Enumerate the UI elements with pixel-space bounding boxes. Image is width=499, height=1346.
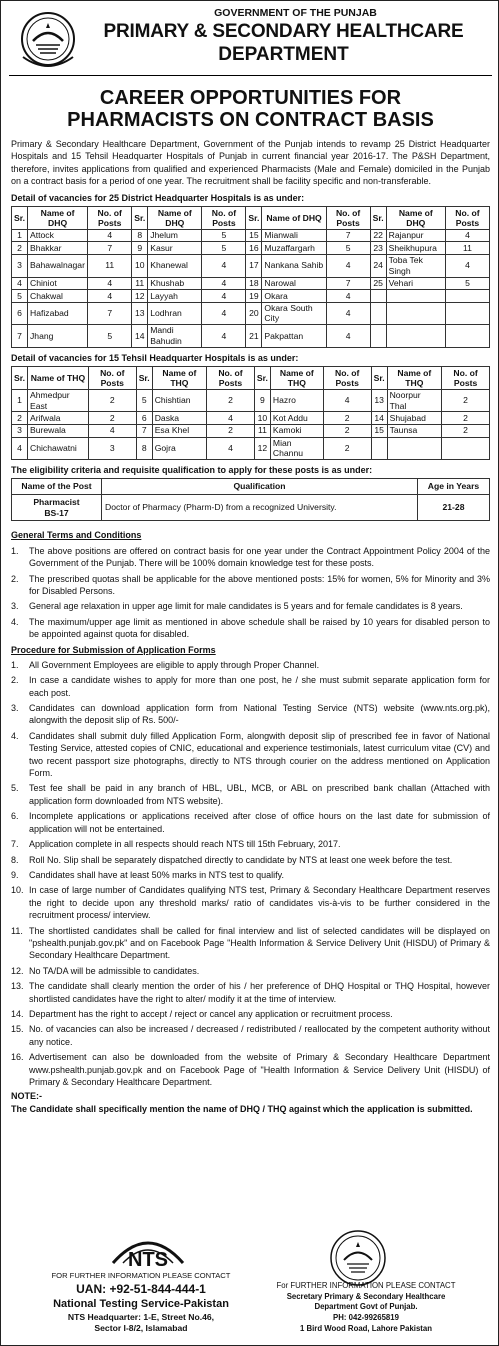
posts-cell: 4 [202,277,246,290]
dhq-vacancy-table [11,206,490,348]
sr-cell: 5 [136,389,152,411]
posts-cell: 4 [202,325,246,347]
procedure-list [11,659,490,1089]
sr-cell: 3 [12,424,28,437]
sr-cell: 23 [370,242,386,255]
list-item [11,854,490,866]
name-cell: Sheikhupura [386,242,445,255]
name-cell: Layyah [148,290,202,303]
item-number: 5. [11,783,19,794]
name-cell [386,302,445,324]
eligibility-heading: The eligibility criteria and requisite qualification to apply for these posts is as under: [11,465,373,476]
sr-cell: 25 [370,277,386,290]
title-line2: PHARMACISTS ON CONTRACT BASIS [67,109,434,131]
name-cell: Vehari [386,277,445,290]
posts-cell: 4 [88,277,132,290]
item-number: 2. [11,573,19,584]
sr-cell: 14 [371,412,387,425]
eligibility-row [12,495,490,521]
col-sr: Sr. [254,366,270,389]
note-label: NOTE:- [11,1091,42,1102]
sr-cell: 7 [12,325,28,347]
department-name-line1: PRIMARY & SECONDARY HEALTHCARE [103,21,464,42]
posts-cell: 2 [207,389,255,411]
posts-cell: 4 [326,325,370,347]
item-number: 10. [11,885,24,896]
posts-cell: 2 [323,437,371,459]
item-text: General age relaxation in upper age limit for male candidates is 5 years and for female candidates is 8 years. [29,601,463,612]
list-item [11,782,490,807]
punjab-seal-icon [329,1229,387,1287]
item-number: 1. [11,659,19,670]
list-item [11,965,490,977]
posts-cell: 5 [88,325,132,347]
col-sr: Sr. [12,206,28,229]
sr-cell: 8 [136,437,152,459]
name-cell [386,325,445,347]
procedure-heading: Procedure for Submission of Application Forms [11,644,216,655]
name-cell: Nankana Sahib [262,255,326,277]
col-posts: No. of Posts [323,366,371,389]
item-text: In case a candidate wishes to apply for more than one post, he / she must submit separate application form for each post. [29,675,490,698]
col-sr: Sr. [370,206,386,229]
posts-cell: 7 [88,242,132,255]
sr-cell: 1 [12,389,28,411]
eligibility-table [11,478,490,521]
nts-address-line2: Sector I-8/2, Islamabad [94,1322,188,1333]
name-cell: Noorpur Thal [387,389,442,411]
name-cell: Bhakkar [28,242,88,255]
posts-cell: 2 [323,412,371,425]
posts-cell: 2 [88,412,136,425]
posts-cell: 3 [88,437,136,459]
item-text: The shortlisted candidates shall be called for final interview and list of selected candidates will be displayed on "pshealth.punjab.gov.pk" and on Facebook Page "Health Information & Service Delivery Unit (HISDU) of Primary & Secondary Healthcare Department. [29,925,490,961]
eligibility-header-row [12,479,490,495]
posts-cell: 4 [207,412,255,425]
col-posts: No. of Posts [442,366,490,389]
col-sr: Sr. [12,366,28,389]
table-row [12,389,490,411]
list-item [11,1008,490,1020]
post-scale: BS-17 [44,507,69,518]
col-name: Name of THQ [152,366,206,389]
sr-cell: 20 [246,302,262,324]
posts-cell: 7 [88,302,132,324]
name-cell: Bahawalnagar [28,255,88,277]
dhq-heading: Detail of vacancies for 25 District Headquarter Hospitals is as under: [11,192,305,203]
general-terms-heading: General Terms and Conditions [11,530,142,541]
thq-header-row [12,366,490,389]
item-number: 12. [11,965,24,976]
sr-cell: 19 [246,290,262,303]
sr-cell [370,302,386,324]
name-cell: Chishtian [152,389,206,411]
sr-cell: 2 [12,242,28,255]
sr-cell: 12 [132,290,148,303]
item-text: The maximum/upper age limit as mentioned in above schedule shall be raised by 10 years for disabled person to be appointed against quota for disabled. [29,616,490,640]
name-cell: Chakwal [28,290,88,303]
name-cell: Kot Addu [270,412,323,425]
col-posts: No. of Posts [88,366,136,389]
item-number: 9. [11,869,19,880]
item-text: Incomplete applications or applications received after close of office hours on the last date for submission of application will not be entertained. [29,811,490,834]
posts-cell: 7 [326,229,370,242]
list-item [11,600,490,612]
general-terms-list [11,545,490,641]
posts-cell: 4 [326,290,370,303]
age-cell: 21-28 [418,495,490,521]
sr-cell: 10 [254,412,270,425]
thq-heading: Detail of vacancies for 15 Tehsil Headquarter Hospitals is as under: [11,352,299,363]
item-number: 3. [11,703,19,714]
col-sr: Sr. [136,366,152,389]
posts-cell [445,302,489,324]
name-cell: Chichawatni [28,437,89,459]
name-cell: Shujabad [387,412,442,425]
nts-address-line1: NTS Headquarter: 1-E, Street No.46, [67,1312,215,1323]
sr-cell: 18 [246,277,262,290]
col-name: Name of THQ [270,366,323,389]
col-posts: No. of Posts [88,206,132,229]
name-cell: Pakpattan [262,325,326,347]
posts-cell: 4 [202,255,246,277]
sr-cell: 4 [12,437,28,459]
item-text: No TA/DA will be admissible to candidates. [29,965,200,976]
table-row [12,255,490,277]
col-sr: Sr. [132,206,148,229]
item-text: Test fee shall be paid in any branch of HBL, UBL, MCB, or ABL on prescribed bank challan (Attached with application form downloaded from NTS website). [29,783,490,806]
col-name: Name of DHQ [386,206,445,229]
item-number: 4. [11,730,19,741]
table-row [12,424,490,437]
table-row [12,437,490,459]
sr-cell: 21 [246,325,262,347]
item-number: 8. [11,854,19,865]
post-cell [12,495,102,521]
name-cell: Gojra [152,437,206,459]
col-name: Name of DHQ [148,206,202,229]
sr-cell: 6 [136,412,152,425]
list-item [11,1023,490,1048]
name-cell: Kasur [148,242,202,255]
col-name: Name of DHQ [28,206,88,229]
dept-contact-dept: Department Govt of Punjab. [314,1302,418,1312]
posts-cell [445,325,489,347]
item-text: Roll No. Slip shall be separately dispatched directly to candidate by NTS at least one week before the test. [29,854,453,865]
name-cell: Arifwala [28,412,89,425]
name-cell: Okara [262,290,326,303]
sr-cell: 11 [254,424,270,437]
sr-cell: 9 [132,242,148,255]
sr-cell [370,325,386,347]
nts-logo-text: NTS [128,1249,168,1269]
sr-cell: 10 [132,255,148,277]
item-number: 1. [11,545,19,556]
posts-cell: 4 [326,255,370,277]
item-number: 7. [11,839,19,850]
item-number: 16. [11,1052,24,1063]
name-cell: Taunsa [387,424,442,437]
item-number: 15. [11,1024,24,1035]
government-label: GOVERNMENT OF THE PUNJAB [214,7,377,19]
sr-cell: 13 [132,302,148,324]
sr-cell: 17 [246,255,262,277]
header [11,7,490,85]
item-text: No. of vacancies can also be increased / decreased / redistributed / reallocated by the competent authority without any notice. [29,1024,490,1047]
list-item [11,925,490,962]
posts-cell: 4 [445,255,489,277]
item-text: All Government Employees are eligible to apply through Proper Channel. [29,659,320,670]
col-post-name: Name of the Post [12,479,102,495]
posts-cell: 4 [326,302,370,324]
sr-cell: 4 [12,277,28,290]
table-row [12,277,490,290]
posts-cell: 2 [207,424,255,437]
col-sr: Sr. [246,206,262,229]
department-name-line2: DEPARTMENT [218,44,349,65]
item-number: 3. [11,601,19,612]
sr-cell: 15 [246,229,262,242]
sr-cell [371,437,387,459]
list-item [11,616,490,641]
sr-cell: 3 [12,255,28,277]
name-cell: Jhelum [148,229,202,242]
sr-cell: 13 [371,389,387,411]
footer [11,1229,490,1341]
table-row [12,325,490,347]
sr-cell: 22 [370,229,386,242]
name-cell: Kamoki [270,424,323,437]
posts-cell: 11 [445,242,489,255]
posts-cell: 4 [207,437,255,459]
item-text: In case of large number of Candidates qualifying NTS test, Primary & Secondary Healthcare Department reserves the right to decide upon any threshold marks/ ratio of candidates vis-à-vis to be further considered in the recruitment process/ interview. [29,885,490,921]
list-item [11,869,490,881]
dept-contact-label: For FURTHER INFORMATION PLEASE CONTACT [276,1281,456,1290]
dept-contact-title: Secretary Primary & Secondary Healthcare [286,1291,446,1301]
name-cell: Mian Channu [270,437,323,459]
item-number: 14. [11,1008,24,1019]
list-item [11,1051,490,1088]
item-text: The candidate shall clearly mention the order of his / her preference of DHQ Hospital or THQ Hospital, however shortlisted candidates have the right to alter/ modify it at the time of interview. [29,981,490,1004]
sr-cell: 2 [12,412,28,425]
col-posts: No. of Posts [326,206,370,229]
posts-cell: 2 [323,424,371,437]
posts-cell: 4 [323,389,371,411]
sr-cell: 11 [132,277,148,290]
punjab-emblem-icon [19,11,77,71]
dhq-table-body [12,229,490,347]
sr-cell: 8 [132,229,148,242]
dept-contact-address: 1 Bird Wood Road, Lahore Pakistan [300,1323,432,1333]
list-item [11,980,490,1005]
item-text: Department has the right to accept / reject or cancel any application or recruitment process. [29,1008,393,1019]
posts-cell: 4 [88,229,132,242]
list-item [11,884,490,921]
posts-cell: 11 [88,255,132,277]
table-row [12,302,490,324]
posts-cell: 2 [88,389,136,411]
posts-cell: 2 [442,424,490,437]
item-text: Advertisement can also be downloaded from the website of Primary & Secondary Healthcare Department www.pshealth.punjab.gov.pk and on Facebook Page of "Health Information & Service Delivery Unit (HISDU) of Primary & Secondary Healthcare Department. [29,1052,490,1088]
col-posts: No. of Posts [445,206,489,229]
posts-cell [442,437,490,459]
name-cell [387,437,442,459]
col-sr: Sr. [371,366,387,389]
name-cell: Mianwali [262,229,326,242]
qualification-cell: Doctor of Pharmacy (Pharm-D) from a recognized University. [102,495,418,521]
department-contact-block [251,1281,481,1335]
list-item [11,838,490,850]
name-cell: Khushab [148,277,202,290]
name-cell: Khanewal [148,255,202,277]
col-age: Age in Years [418,479,490,495]
item-text: Application complete in all respects should reach NTS till 15th February, 2017. [29,839,341,850]
name-cell: Mandi Bahudin [148,325,202,347]
list-item [11,702,490,727]
list-item [11,573,490,598]
name-cell: Daska [152,412,206,425]
nts-contact-label: FOR FURTHER INFORMATION PLEASE CONTACT [51,1271,231,1280]
col-name: Name of THQ [387,366,442,389]
sr-cell: 15 [371,424,387,437]
thq-vacancy-table [11,366,490,460]
page-title [11,87,490,131]
list-item [11,730,490,780]
item-number: 2. [11,675,19,686]
sr-cell: 12 [254,437,270,459]
sr-cell: 16 [246,242,262,255]
list-item [11,810,490,835]
posts-cell: 4 [202,302,246,324]
table-row [12,412,490,425]
posts-cell [445,290,489,303]
title-line1: CAREER OPPORTUNITIES FOR [99,87,402,109]
posts-cell: 4 [202,290,246,303]
name-cell: Hafizabad [28,302,88,324]
note-text: The Candidate shall specifically mention the name of DHQ / THQ against which the application is submitted. [11,1103,473,1114]
nts-logo-icon [93,1229,203,1269]
name-cell: Esa Khel [152,424,206,437]
table-row [12,290,490,303]
name-cell: Narowal [262,277,326,290]
posts-cell: 5 [202,242,246,255]
sr-cell: 5 [12,290,28,303]
list-item [11,674,490,699]
nts-uan: UAN: +92-51-844-444-1 [76,1282,206,1297]
header-divider [9,75,492,76]
posts-cell: 4 [88,424,136,437]
name-cell: Toba Tek Singh [386,255,445,277]
col-name: Name of THQ [28,366,89,389]
sr-cell: 14 [132,325,148,347]
item-text: Candidates shall submit duly filled Application Form, alongwith deposit slip of prescribed fee in favor of National Testing Service, attested copies of CNIC, educational and experience testimonials, latest curriculum vitae (CV) and two recent passport size photographs, directly to NTS through courier on the address mentioned on Application Form. [29,730,490,779]
name-cell: Lodhran [148,302,202,324]
nts-org-name: National Testing Service-Pakistan [53,1298,229,1311]
col-qualification: Qualification [102,479,418,495]
name-cell: Attock [28,229,88,242]
sr-cell: 24 [370,255,386,277]
list-item [11,545,490,570]
col-posts: No. of Posts [207,366,255,389]
posts-cell: 4 [88,290,132,303]
thq-table-body [12,389,490,459]
posts-cell: 7 [326,277,370,290]
name-cell: Okara South City [262,302,326,324]
posts-cell: 2 [442,412,490,425]
posts-cell: 5 [202,229,246,242]
item-text: Candidates shall have at least 50% marks in NTS test to qualify. [29,869,284,880]
sr-cell [370,290,386,303]
col-posts: No. of Posts [202,206,246,229]
dhq-header-row [12,206,490,229]
col-name: Name of DHQ [262,206,326,229]
post-name: Pharmacist [33,497,80,508]
nts-contact-block [31,1271,251,1334]
list-item [11,659,490,671]
name-cell [386,290,445,303]
item-number: 11. [11,925,23,936]
name-cell: Muzaffargarh [262,242,326,255]
name-cell: Ahmedpur East [28,389,89,411]
intro-paragraph: Primary & Secondary Healthcare Department, Government of the Punjab intends to revamp 25 District Headquarter Hospitals and 15 Tehsil Headquarter Hospitals of Punjab in current financial year 2016-17. The P&SH Department, therefore, invites applications from qualified and experienced Pharmacists (Male and Female) domiciled in the Punjab on a contract basis for a period of one year. The recruitment shall be facility specific and non-transferable. [11,139,490,187]
item-number: 13. [11,981,24,992]
item-number: 4. [11,616,19,627]
sr-cell: 6 [12,302,28,324]
name-cell: Burewala [28,424,89,437]
table-row [12,229,490,242]
posts-cell: 5 [445,277,489,290]
name-cell: Rajanpur [386,229,445,242]
sr-cell: 7 [136,424,152,437]
sr-cell: 9 [254,389,270,411]
item-number: 6. [11,811,19,822]
item-text: The prescribed quotas shall be applicable for the above mentioned posts: 15% for women, 5% for Minority and 3% for Disabled Persons. [29,573,490,596]
item-text: The above positions are offered on contract basis for one year under the Contract Appointment Policy 2004 of the Government of the Punjab. There will be 100% domain knowledge test for these posts. [29,545,490,569]
posts-cell: 5 [326,242,370,255]
name-cell: Jhang [28,325,88,347]
item-text: Candidates can download application form from National Testing Service (NTS) website (www.nts.org.pk), alongwith the deposit slip of Rs. 500/- [29,703,490,726]
posts-cell: 4 [445,229,489,242]
posts-cell: 2 [442,389,490,411]
sr-cell: 1 [12,229,28,242]
name-cell: Hazro [270,389,323,411]
table-row [12,242,490,255]
name-cell: Chiniot [28,277,88,290]
dept-contact-phone: PH: 042-99265819 [333,1313,399,1323]
